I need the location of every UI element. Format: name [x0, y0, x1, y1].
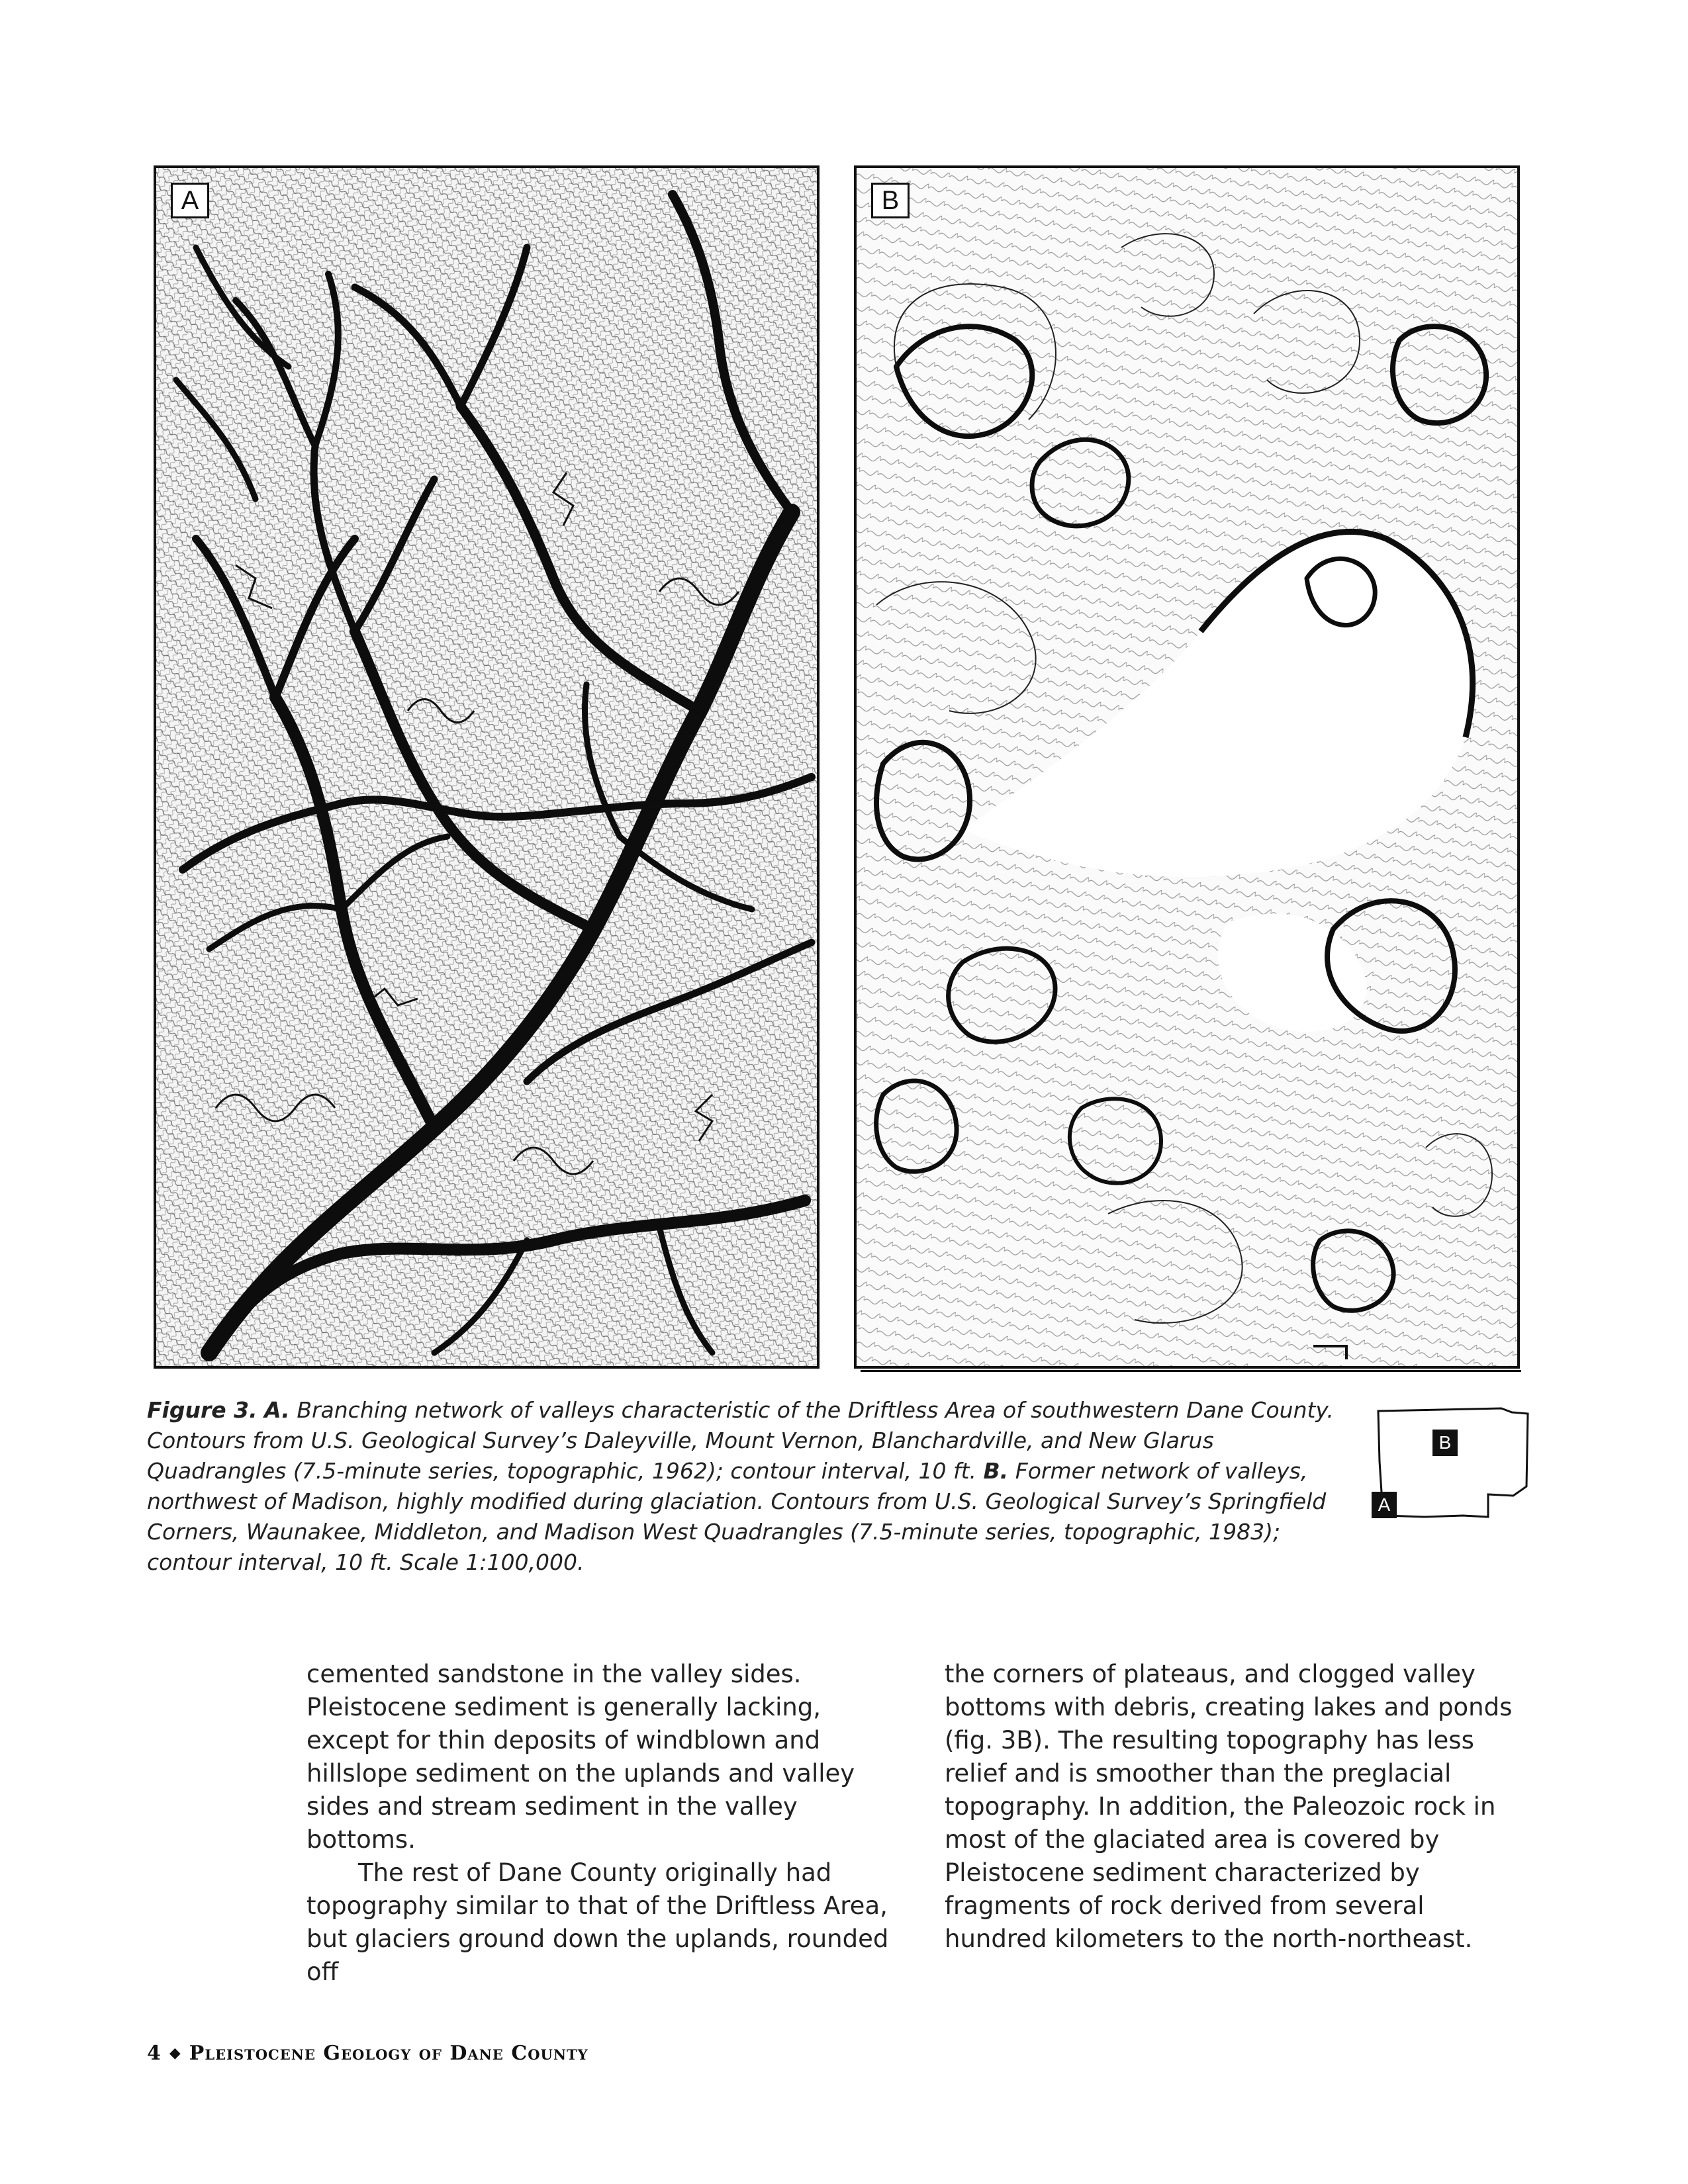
county-index-map — [1372, 1403, 1537, 1527]
body-paragraph: The rest of Dane County originally had topography similar to that of the Driftless Area, but glaciers ground down the uplands, rounded off — [306, 1858, 889, 1986]
caption-b-text: Former network of valleys, northwest of Madison, highly modified during glaciation. Contours from U.S. Geological Survey’s Springfield Corners, Waunakee, Middleton, and Madison West Quadrangles (7.5-minute series, topographic, 1983); contour interval, 10 ft. Scale 1:100,000. — [147, 1458, 1327, 1575]
body-column-left — [306, 1658, 896, 1989]
running-title: Pleistocene Geology of Dane County — [189, 2042, 588, 2065]
page-footer — [147, 2042, 588, 2065]
map-panel-a — [154, 165, 820, 1369]
page-number: 4 — [147, 2042, 162, 2065]
diamond-separator-icon: ◆ — [169, 2044, 181, 2062]
panel-label-a: A — [171, 183, 209, 218]
caption-a-text: Branching network of valleys characteristic of the Driftless Area of southwestern Dane County. Contours from U.S. Geological Survey’s Daleyville, Mount Vernon, Blanchardville, and New Glarus Quadrangles (7.5-minute series, topographic, 1962); contour interval, 10 ft. — [147, 1397, 1334, 1484]
body-column-right — [945, 1658, 1534, 1956]
topographic-map-a — [156, 168, 817, 1366]
map-panel-b — [854, 165, 1520, 1369]
index-label-b: B — [1432, 1430, 1458, 1456]
figure-caption — [147, 1395, 1352, 1578]
body-paragraph: the corners of plateaus, and clogged valley bottoms with debris, creating lakes and ponds (fig. 3B). The resulting topography has less relief and is smoother than the preglacial topography. In addition, the Paleozoic rock in most of the glaciated area is covered by Pleistocene sediment characterized by fragments of rock derived from several hundred kilometers to the north-northeast. — [945, 1660, 1513, 1953]
panel-label-b: B — [871, 183, 910, 218]
caption-figure-ref: Figure 3. — [147, 1397, 258, 1423]
body-paragraph: cemented sandstone in the valley sides. Pleistocene sediment is generally lacking, except for thin deposits of windblown and hillslope sediment on the uplands and valley sides and stream sediment in the valley bottoms. — [306, 1660, 855, 1854]
topographic-map-b — [857, 168, 1517, 1366]
index-label-a: A — [1372, 1492, 1397, 1518]
caption-b-ref: B. — [983, 1458, 1009, 1484]
caption-a-ref: A. — [264, 1397, 290, 1423]
panel-b-bottom-rule — [861, 1370, 1521, 1372]
